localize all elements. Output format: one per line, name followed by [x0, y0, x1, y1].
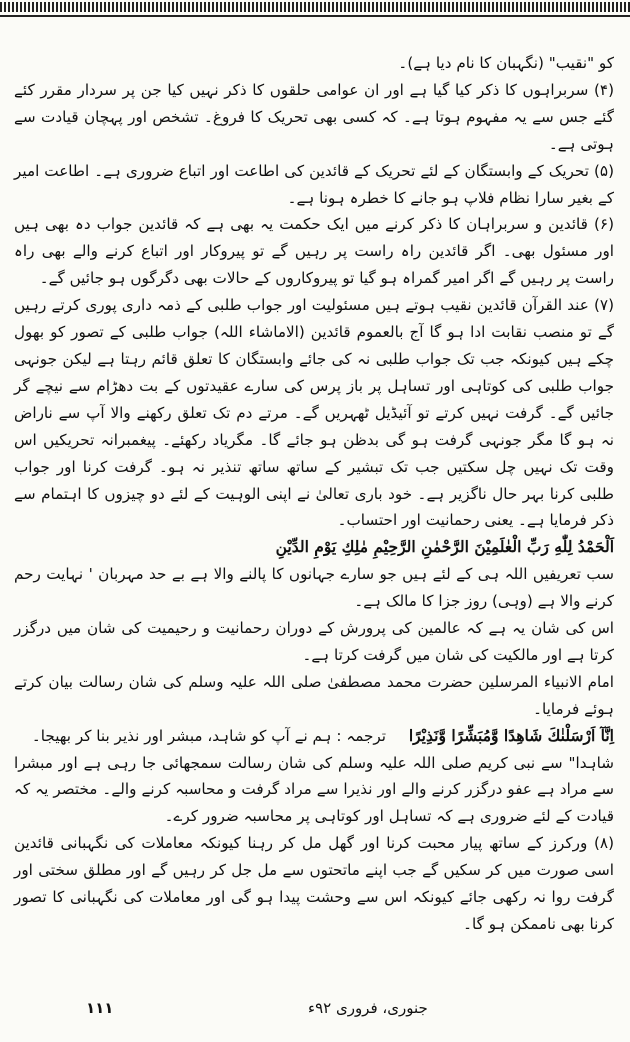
paragraph-rahmaniyat: اس کی شان یہ ہے کہ عالمین کی پرورش کے دوران رحمانیت و رحیمیت کی شان میں درگزر کرتا ہے اور مالکیت کی شان میں گرفت کرتا ہے۔ [14, 619, 614, 664]
paragraph-point-8: (۸) ورکرز کے ساتھ پیار محبت کرنا اور گھل مل کر رہنا کیونکہ معاملات کی نگہبانی قائدین اسی صورت میں کر سکیں گے جب اپنے ماتحتوں سے مل جل کر رہیں گے اور مطلق سختی اور گرفت روا نہ رکھی جائے کیونکہ اس سے وحشت پیدا ہو گی اور معاملات کی نگہبانی کا تصور کرنا بھی ناممکن ہو گا۔ [14, 834, 614, 933]
page-footer [0, 995, 630, 1025]
paragraph-fatiha-translation: سب تعریفیں اللہ ہی کے لئے ہیں جو سارے جہانوں کا پالنے والا ہے بے حد مہربان ' نہایت رحم کرنے والا ہے (وہی) روز جزا کا مالک ہے۔ [14, 565, 614, 611]
article-body [14, 50, 614, 938]
paragraph-imam-ul-anbiya: امام الانبیاء المرسلین حضرت محمد مصطفیٰ صلی اللہ علیہ وسلم کی شان رسالت بیان کرتے ہوئے فرمایا۔ [14, 672, 614, 718]
paragraph-shahid-explanation: شاہدا" سے نبی کریم صلی اللہ علیہ وسلم کی شان رسالت سمجھائی جا رہی ہے اور مبشرا سے مراد ہے عفو درگزر کرنے والے اور نذیرا سے مراد گرفت و محاسبہ کرنے والے۔ مختصر یہ کہ قیادت کے لئے ضروری ہے کہ تساہل اور کوتاہی پر محاسبہ ضرور کرے۔ [14, 753, 614, 826]
paragraph-point-5: (۵) تحریک کے وابستگان کے لئے تحریک کے قائدین کی اطاعت اور اتباع ضروری ہے۔ اطاعت امیر کے بغیر سارا نظام فلاپ ہو جانے کا خطرہ ہونا ہے۔ [14, 161, 614, 207]
paragraph-point-4: (۴) سربراہوں کا ذکر کیا گیا ہے اور ان عوامی حلقوں کا ذکر نہیں کیا جن پر سردار مقرر کئے گئے جس سے یہ مفہوم ہوتا ہے۔ کہ کسی بھی تحریک کا فروغ۔ تشخص اور پہچان قیادت سے ہوتی ہے۔ [14, 80, 614, 153]
paragraph-naqeeb: کو "نقیب" (نگہبان کا نام دیا ہے)۔ [398, 54, 614, 72]
page-number: ۱۱۱ [86, 999, 114, 1017]
arabic-fatiha-quote: اَلْحَمْدُ لِلّٰهِ رَبِّ الْعٰلَمِيْنَ الرَّحْمٰنِ الرَّحِيْمِ مٰلِكِ يَوْمِ الدِّيْنِ [275, 537, 614, 557]
paragraph-point-7: (۷) عند القرآن قائدین نقیب ہوتے ہیں مسئولیت اور جواب طلبی کے ذمہ داری پوری کرتے رہیں گے تو منصب نقابت ادا ہو گا آج بالعموم قائدین (الاماشاء اللہ) جواب طلبی کے تصور کو بھول چکے ہیں کیونکہ جب تک جواب طلبی نہ کی جائے وابستگان کا تعلق قائم رہتا ہے لیکن جونہی جواب طلبی کی کوتاہی اور تساہل پر باز پرس کی سارے عقیدتوں کے بت دھڑام سے نیچے گر جائیں گے۔ گرفت نہیں کرتے تو آئیڈیل ٹھہریں گے۔ مرتے دم تک تعلق رکھنے والا آپ سے ناراض نہ ہو گا مگر جونہی گرفت ہو گی بدظن ہو جائے گا۔ مگریاد رکھئے۔ پیغمبرانہ تحریکیں اس وقت تک نہیں چل سکتیں جب تک تبشیر کے ساتھ ساتھ تنذیر نہ ہو۔ گرفت کرنا اور جواب طلبی کرنا بہر حال ناگزیر ہے۔ خود باری تعالیٰ نے اپنی الوہیت کے لئے دو چیزوں کا اہتمام سے ذکر فرمایا ہے۔ یعنی رحمانیت اور احتساب۔ [14, 296, 614, 530]
verse-translation: ترجمہ : ہم نے آپ کو شاہد، مبشر اور نذیر بنا کر بھیجا۔ [31, 726, 386, 745]
paragraph-point-6: (۶) قائدین و سربراہان کا ذکر کرنے میں ایک حکمت یہ بھی ہے کہ قائدین جواب دہ بھی ہیں اور مسئول بھی۔ اگر قائدین راہ راست پر رہیں گے تو پیروکار اور اتباع کرنے والے بھی راہ راست پر رہیں گے اگر امیر گمراہ ہو گیا تو پیروکاروں کے حالات بھی دگرگوں ہو جائیں گے۔ [14, 215, 614, 288]
arabic-verse-quote: اِنَّآ اَرْسَلْنٰكَ شَاهِدًا وَّمُبَشِّرًا وَّنَذِيْرًا [408, 725, 614, 745]
top-decorative-border [0, 0, 630, 18]
verse-line [14, 723, 614, 750]
issue-date: جنوری، فروری ۹۲ء [308, 999, 428, 1017]
